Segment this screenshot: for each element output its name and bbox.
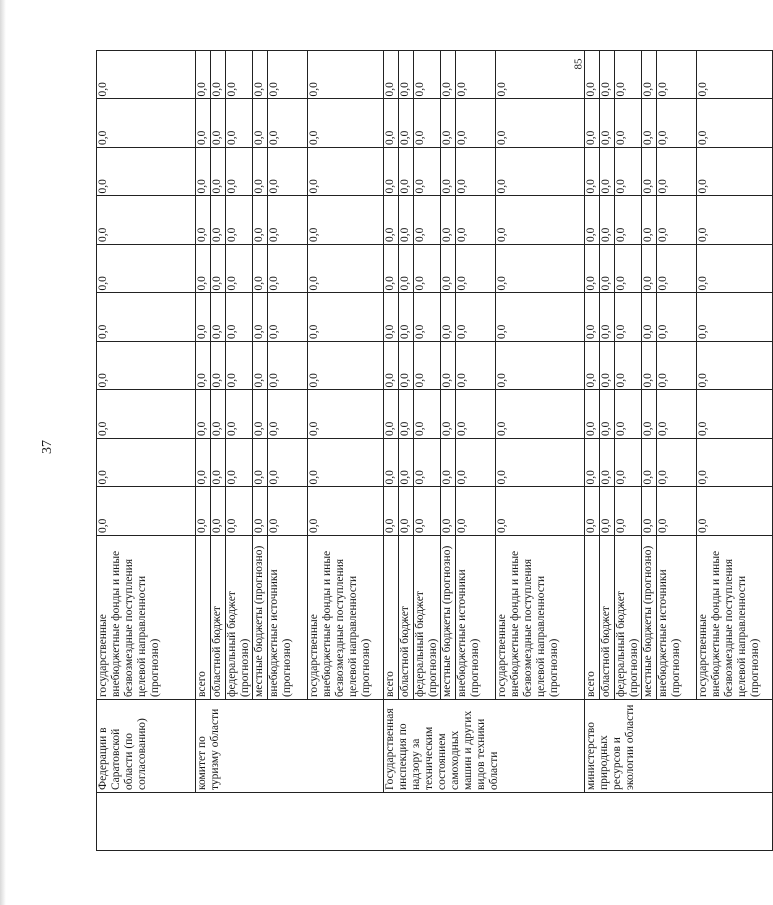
value-cell: 0,0: [414, 342, 441, 391]
value-cell: 0,0: [657, 439, 697, 488]
value-cell: 0,0: [196, 293, 211, 342]
funding-source-cell: всего: [384, 536, 399, 700]
funding-source-cell: федеральный бюджет (прогнозно): [615, 536, 642, 700]
value-cell: 0,0: [97, 245, 196, 294]
value-cell: 0,0: [496, 99, 585, 148]
value-cell: 0,0: [441, 148, 456, 197]
value-cell: 0,0: [196, 51, 211, 100]
value-cell: 0,0: [456, 196, 496, 245]
value-cell: 0,0: [196, 245, 211, 294]
value-cell: 0,0: [441, 99, 456, 148]
value-cell: 0,0: [308, 51, 384, 100]
value-cell: 0,0: [196, 196, 211, 245]
value-cell: 0,0: [642, 293, 657, 342]
value-cell: 0,0: [97, 51, 196, 100]
value-cell: 0,0: [268, 293, 308, 342]
value-cell: 0,0: [226, 148, 253, 197]
value-cell: 0,0: [97, 342, 196, 391]
value-cell: 0,0: [496, 196, 585, 245]
value-cell: 0,0: [456, 293, 496, 342]
value-cell: 0,0: [211, 51, 226, 100]
value-cell: 0,0: [399, 487, 414, 536]
value-cell: 0,0: [600, 196, 615, 245]
value-cell: 0,0: [697, 245, 773, 294]
value-cell: 0,0: [384, 245, 399, 294]
value-cell: 0,0: [253, 293, 268, 342]
value-cell: 0,0: [657, 148, 697, 197]
value-cell: 0,0: [615, 293, 642, 342]
value-cell: 0,0: [414, 196, 441, 245]
value-cell: 0,0: [253, 148, 268, 197]
value-cell: 0,0: [657, 487, 697, 536]
value-cell: 0,0: [253, 51, 268, 100]
value-cell: 0,0: [308, 99, 384, 148]
value-cell: 0,0: [97, 99, 196, 148]
value-cell: 0,0: [456, 439, 496, 488]
value-cell: 0,0: [97, 293, 196, 342]
value-cell: 0,0: [384, 390, 399, 439]
value-cell: 0,0: [414, 245, 441, 294]
value-cell: 0,0: [697, 196, 773, 245]
value-cell: 0,0: [253, 487, 268, 536]
value-cell: 0,0: [308, 245, 384, 294]
budget-table: [96, 50, 773, 851]
corner-mark: 85: [572, 58, 585, 70]
value-cell: 0,0: [642, 148, 657, 197]
value-cell: 0,0: [441, 51, 456, 100]
value-cell: 0,0: [196, 148, 211, 197]
value-cell: 0,0: [196, 99, 211, 148]
value-cell: 0,0: [600, 51, 615, 100]
table-row: [384, 51, 399, 851]
value-cell: 0,0: [226, 439, 253, 488]
value-cell: 0,0: [211, 293, 226, 342]
value-cell: 0,0: [211, 148, 226, 197]
value-cell: 0,0: [615, 99, 642, 148]
value-cell: 0,0: [456, 342, 496, 391]
funding-source-cell: местные бюджеты (прогнозно): [642, 536, 657, 700]
value-cell: 0,0: [496, 487, 585, 536]
value-cell: 0,0: [414, 148, 441, 197]
value-cell: 0,0: [253, 196, 268, 245]
value-cell: 0,0: [211, 99, 226, 148]
value-cell: 0,0: [226, 293, 253, 342]
value-cell: 0,0: [196, 390, 211, 439]
value-cell: 0,0: [253, 342, 268, 391]
funding-source-cell: федеральный бюджет (прогнозно): [414, 536, 441, 700]
value-cell: 0,0: [268, 245, 308, 294]
value-cell: 0,0: [642, 439, 657, 488]
value-cell: 0,0: [642, 196, 657, 245]
organization-cell: комитет по туризму области: [196, 700, 384, 793]
table-row: [585, 51, 600, 851]
value-cell: 0,0: [456, 99, 496, 148]
page-number: 37: [40, 440, 55, 454]
value-cell: 0,0: [456, 51, 496, 100]
value-cell: 0,0: [399, 196, 414, 245]
value-cell: 0,0: [600, 390, 615, 439]
value-cell: 0,0: [399, 293, 414, 342]
funding-source-cell: внебюджетные источники (прогнозно): [456, 536, 496, 700]
value-cell: 0,0: [456, 148, 496, 197]
value-cell: 0,0: [615, 439, 642, 488]
value-cell: 0,0: [697, 487, 773, 536]
value-cell: 0,0: [615, 245, 642, 294]
value-cell: 0,0: [585, 487, 600, 536]
value-cell: 0,0: [226, 390, 253, 439]
value-cell: 0,0: [642, 51, 657, 100]
funding-source-cell: областной бюджет: [399, 536, 414, 700]
value-cell: 0,0: [441, 390, 456, 439]
value-cell: 0,0: [384, 196, 399, 245]
value-cell: 0,0: [496, 390, 585, 439]
funding-source-cell: государственные внебюджетные фонды и иные безвозмездные поступления целевой направленности (прогнозно): [496, 536, 585, 700]
organization-cell: Федерации в Саратовской области (по согласованию): [97, 700, 196, 793]
value-cell: 0,0: [600, 342, 615, 391]
value-cell: 0,0: [253, 390, 268, 439]
value-cell: 0,0: [211, 245, 226, 294]
funding-source-cell: всего: [585, 536, 600, 700]
funding-source-cell: государственные внебюджетные фонды и иные безвозмездные поступления целевой направленности (прогнозно): [97, 536, 196, 700]
value-cell: 0,0: [268, 390, 308, 439]
value-cell: 0,0: [697, 342, 773, 391]
funding-source-cell: местные бюджеты (прогнозно): [253, 536, 268, 700]
value-cell: 0,0: [226, 51, 253, 100]
value-cell: 0,0: [97, 390, 196, 439]
funding-source-cell: областной бюджет: [211, 536, 226, 700]
value-cell: 0,0: [585, 439, 600, 488]
scan-edge: [0, 0, 6, 905]
value-cell: 0,0: [268, 148, 308, 197]
funding-source-cell: федеральный бюджет (прогнозно): [226, 536, 253, 700]
value-cell: 0,0: [97, 148, 196, 197]
value-cell: 0,0: [226, 245, 253, 294]
value-cell: 0,0: [211, 390, 226, 439]
value-cell: 0,0: [642, 245, 657, 294]
value-cell: 0,0: [211, 439, 226, 488]
value-cell: 0,0: [600, 487, 615, 536]
value-cell: 0,0: [585, 196, 600, 245]
value-cell: 0,0: [384, 148, 399, 197]
value-cell: 0,0: [253, 99, 268, 148]
value-cell: 0,0: [657, 342, 697, 391]
value-cell: 0,0: [414, 390, 441, 439]
value-cell: 0,0: [615, 148, 642, 197]
value-cell: 0,0: [414, 99, 441, 148]
value-cell: 0,0: [585, 99, 600, 148]
value-cell: 0,0: [657, 51, 697, 100]
value-cell: 0,0: [384, 439, 399, 488]
value-cell: 0,0: [441, 439, 456, 488]
value-cell: 0,0: [268, 99, 308, 148]
value-cell: 0,0: [585, 390, 600, 439]
value-cell: 0,0: [600, 99, 615, 148]
value-cell: 0,0: [496, 439, 585, 488]
value-cell: 0,0: [226, 487, 253, 536]
value-cell: 0,0: [226, 99, 253, 148]
value-cell: 0,0: [268, 439, 308, 488]
value-cell: 0,0: [496, 342, 585, 391]
value-cell: 0,0: [615, 51, 642, 100]
value-cell: 0,0: [384, 293, 399, 342]
value-cell: 0,0: [414, 293, 441, 342]
value-cell: 0,0: [399, 51, 414, 100]
value-cell: 0,0: [308, 293, 384, 342]
value-cell: 0,0: [585, 342, 600, 391]
value-cell: 0,0: [496, 245, 585, 294]
funding-source-cell: местные бюджеты (прогнозно): [441, 536, 456, 700]
value-cell: 0,0: [657, 390, 697, 439]
value-cell: 0,0: [441, 487, 456, 536]
value-cell: 0,0: [399, 99, 414, 148]
funding-source-cell: государственные внебюджетные фонды и иные безвозмездные поступления целевой направленности (прогнозно): [697, 536, 773, 700]
value-cell: 0,0: [657, 245, 697, 294]
value-cell: 0,0: [657, 99, 697, 148]
value-cell: 0,0: [226, 196, 253, 245]
table-row: [196, 51, 211, 851]
value-cell: 0,0: [211, 487, 226, 536]
value-cell: 0,0: [308, 196, 384, 245]
value-cell: 0,0: [496, 148, 585, 197]
value-cell: 0,0: [268, 51, 308, 100]
value-cell: 0,0: [308, 439, 384, 488]
value-cell: 0,0: [585, 293, 600, 342]
value-cell: 0,0: [600, 245, 615, 294]
value-cell: 0,0: [585, 51, 600, 100]
value-cell: 0,0: [414, 487, 441, 536]
value-cell: 0,0: [697, 148, 773, 197]
value-cell: 0,0: [268, 196, 308, 245]
organization-cell: Государственная инспекция по надзору за техническим состоянием самоходных машин и других видов техники области: [384, 700, 585, 793]
value-cell: 0,0: [615, 487, 642, 536]
value-cell: 0,0: [268, 487, 308, 536]
budget-table-body: [97, 51, 773, 851]
value-cell: 0,0: [697, 51, 773, 100]
value-cell: 0,0: [600, 148, 615, 197]
value-cell: 0,0: [697, 293, 773, 342]
value-cell: 0,0: [441, 342, 456, 391]
funding-source-cell: внебюджетные источники (прогнозно): [657, 536, 697, 700]
value-cell: 0,0: [399, 342, 414, 391]
value-cell: 0,0: [196, 439, 211, 488]
table-row: [97, 51, 196, 851]
value-cell: 0,0: [600, 439, 615, 488]
blank-column: [97, 793, 773, 851]
value-cell: 0,0: [697, 99, 773, 148]
value-cell: 0,0: [615, 196, 642, 245]
value-cell: 0,0: [253, 439, 268, 488]
value-cell: 0,0: [399, 439, 414, 488]
value-cell: 0,0: [600, 293, 615, 342]
value-cell: 0,0: [642, 342, 657, 391]
value-cell: 0,0: [697, 390, 773, 439]
value-cell: 0,0: [399, 148, 414, 197]
value-cell: 0,0: [615, 342, 642, 391]
value-cell: 0,0: [441, 293, 456, 342]
value-cell: 0,0: [697, 439, 773, 488]
value-cell: 0,0: [196, 487, 211, 536]
value-cell: 0,0: [585, 245, 600, 294]
value-cell: 0,0: [456, 487, 496, 536]
value-cell: 0,0: [615, 390, 642, 439]
value-cell: 0,0: [384, 342, 399, 391]
value-cell: 0,0: [585, 148, 600, 197]
value-cell: 0,0: [384, 51, 399, 100]
value-cell: 0,0: [414, 51, 441, 100]
value-cell: 0,0: [642, 99, 657, 148]
value-cell: 0,0: [456, 245, 496, 294]
funding-source-cell: всего: [196, 536, 211, 700]
value-cell: 0,0: [657, 293, 697, 342]
value-cell: 0,0: [441, 196, 456, 245]
value-cell: 0,0: [642, 390, 657, 439]
value-cell: 0,0: [196, 342, 211, 391]
value-cell: 0,0: [642, 487, 657, 536]
funding-source-cell: внебюджетные источники (прогнозно): [268, 536, 308, 700]
value-cell: 0,0: [441, 245, 456, 294]
value-cell: 0,0: [211, 196, 226, 245]
rotated-table-frame: [96, 51, 761, 851]
value-cell: 0,0: [384, 487, 399, 536]
value-cell: 0,0: [308, 390, 384, 439]
value-cell: 0,0: [253, 245, 268, 294]
value-cell: 0,0: [308, 487, 384, 536]
value-cell: 0,0: [399, 245, 414, 294]
value-cell: 0,0: [384, 99, 399, 148]
value-cell: 0,0: [97, 196, 196, 245]
value-cell: 0,0: [456, 390, 496, 439]
value-cell: 0,0: [414, 439, 441, 488]
value-cell: 0,0: [97, 439, 196, 488]
value-cell: 0,0: [399, 390, 414, 439]
value-cell: 0,0: [211, 342, 226, 391]
value-cell: 0,0: [308, 342, 384, 391]
value-cell: 0,0: [226, 342, 253, 391]
value-cell: 0,0: [268, 342, 308, 391]
funding-source-cell: областной бюджет: [600, 536, 615, 700]
value-cell: 0,0: [657, 196, 697, 245]
value-cell: 0,0: [496, 293, 585, 342]
value-cell: 0,0: [308, 148, 384, 197]
funding-source-cell: государственные внебюджетные фонды и иные безвозмездные поступления целевой направленности (прогнозно): [308, 536, 384, 700]
value-cell: 0,0: [97, 487, 196, 536]
value-cell: 0,0: [496, 51, 585, 100]
organization-cell: министерство природных ресурсов и экологии области: [585, 700, 773, 793]
